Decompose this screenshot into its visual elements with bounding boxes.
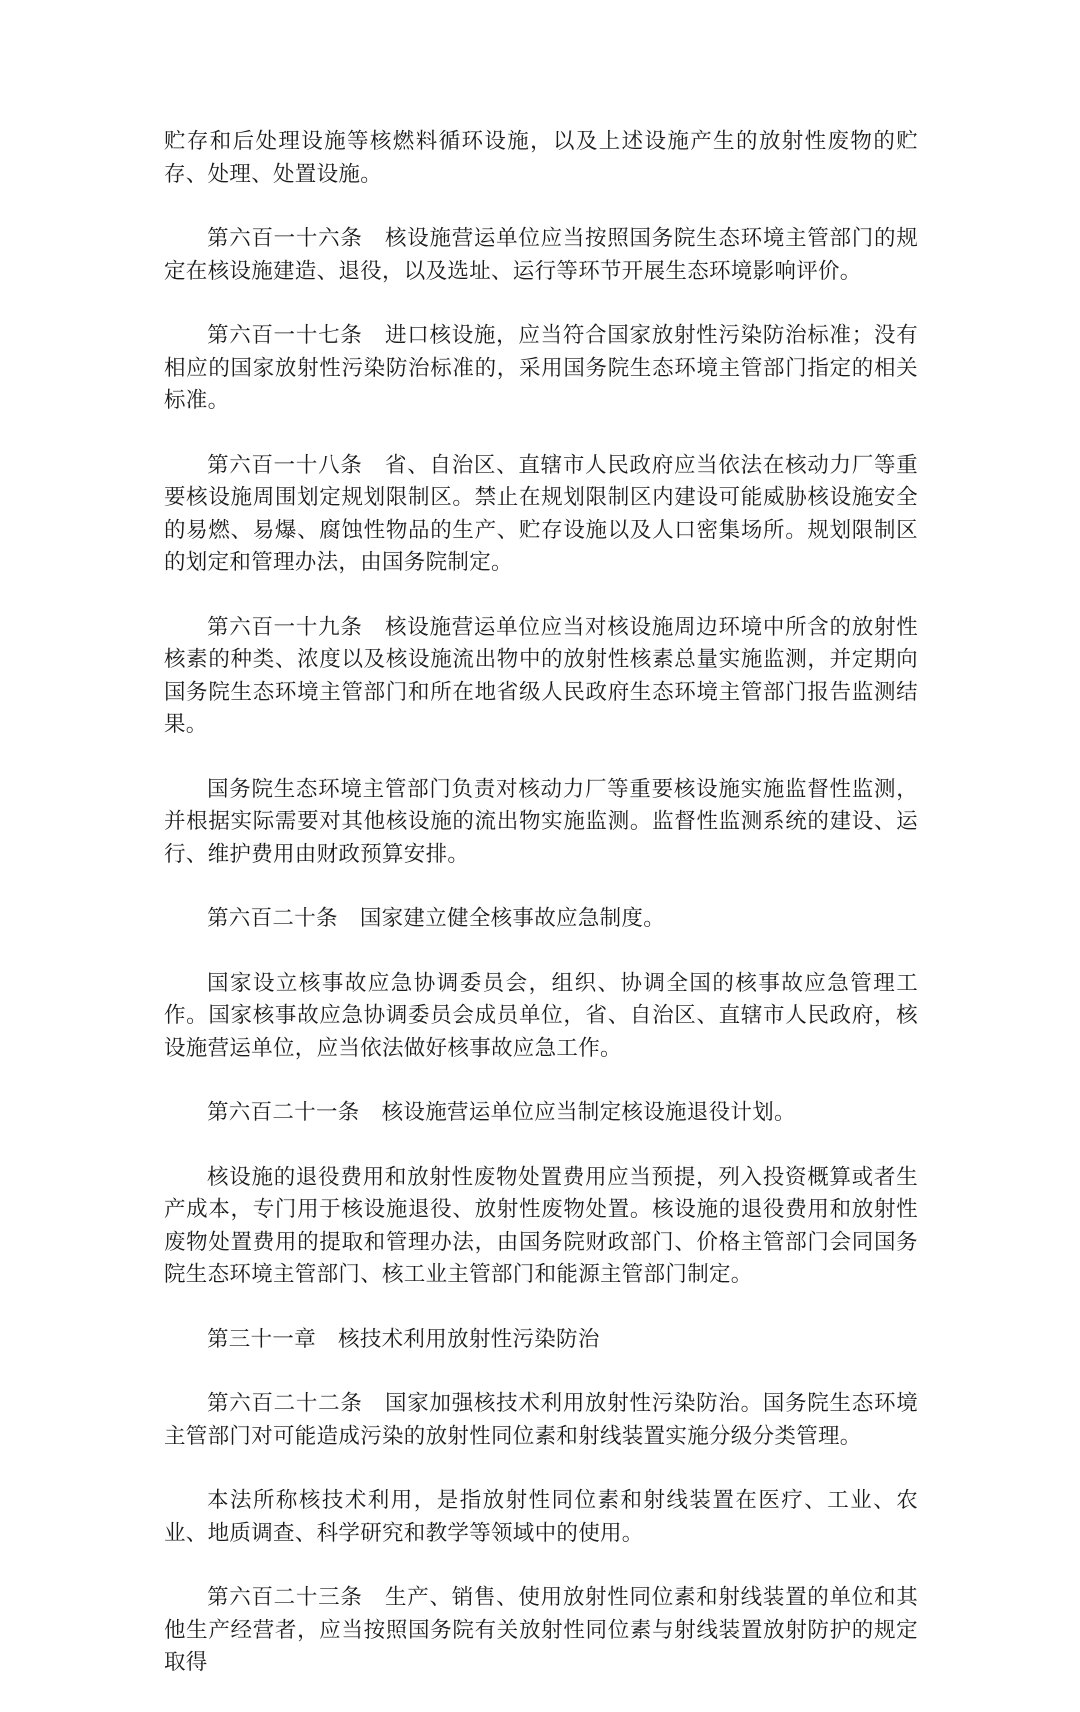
paragraph-9 [164,1162,918,1292]
article-616 [164,223,918,288]
paragraph-text: 国务院生态环境主管部门负责对核动力厂等重要核设施实施监督性监测，并根据实际需要对其他核设施的流出物实施监测。监督性监测系统的建设、运行、维护费用由财政预算安排。 [164,776,918,867]
chapter-heading: 第三十一章 [207,1326,317,1352]
paragraph-text: 省、自治区、直辖市人民政府应当依法在核动力厂等重要核设施周围划定规划限制区。禁止在规划限制区内建设可能威胁核设施安全的易燃、易爆、腐蚀性物品的生产、贮存设施以及人口密集场所。规划限制区的划定和管理办法，由国务院制定。 [164,452,919,575]
article-heading: 第六百二十三条 [207,1585,363,1610]
paragraph-text: 核设施的退役费用和放射性废物处置费用应当预提，列入投资概算或者生产成本，专门用于核设施退役、放射性废物处置。核设施的退役费用和放射性废物处置费用的提取和管理办法，由国务院财政部门、价格主管部门会同国务院生态环境主管部门、核工业主管部门和能源主管部门制定。 [164,1164,918,1287]
paragraph-text: 贮存和后处理设施等核燃料循环设施，以及上述设施产生的放射性废物的贮存、处理、处置设施。 [164,129,918,187]
article-heading: 第六百一十八条 [207,452,363,478]
paragraph-5 [164,774,918,872]
article-heading: 第六百二十二条 [207,1391,363,1416]
article-heading: 第六百二十一条 [207,1100,360,1125]
paragraph-7 [164,968,918,1066]
article-620 [164,903,918,936]
paragraph-text: 进口核设施，应当符合国家放射性污染防治标准；没有相应的国家放射性污染防治标准的，采用国务院生态环境主管部门指定的相关标准。 [164,323,919,413]
article-heading: 第六百一十七条 [207,323,363,348]
paragraph-text: 核设施营运单位应当对核设施周边环境中所含的放射性核素的种类、浓度以及核设施流出物中的放射性核素总量实施监测，并定期向国务院生态环境主管部门和所在地省级人民政府生态环境主管部门报告监测结果。 [164,614,919,737]
article-623 [164,1582,918,1680]
paragraph-text: 核设施营运单位应当制定核设施退役计划。 [381,1100,796,1125]
chapter-31 [164,1324,918,1357]
article-617 [164,320,918,418]
paragraph-text: 国家设立核事故应急协调委员会，组织、协调全国的核事故应急管理工作。国家核事故应急协调委员会成员单位，省、自治区、直辖市人民政府，核设施营运单位，应当依法做好核事故应急工作。 [164,970,918,1061]
article-618 [164,450,918,580]
document-page [164,126,918,1712]
paragraph-text: 核设施营运单位应当按照国务院生态环境主管部门的规定在核设施建造、退役，以及选址、运行等环节开展生态环境影响评价。 [164,226,919,284]
paragraph-text: 国家建立健全核事故应急制度。 [359,906,666,931]
article-619 [164,612,918,742]
paragraph-text: 本法所称核技术利用，是指放射性同位素和射线装置在医疗、工业、农业、地质调查、科学研究和教学等领域中的使用。 [164,1488,918,1546]
article-heading: 第六百一十九条 [207,614,363,640]
article-heading: 第六百一十六条 [207,226,363,251]
paragraph-text: 国家加强核技术利用放射性污染防治。国务院生态环境主管部门对可能造成污染的放射性同位素和射线装置实施分级分类管理。 [164,1391,919,1449]
paragraph-0 [164,126,918,191]
article-622 [164,1388,918,1453]
chapter-title: 核技术利用放射性污染防治 [338,1326,600,1352]
paragraph-text: 生产、销售、使用放射性同位素和射线装置的单位和其他生产经营者，应当按照国务院有关放射性同位素与射线装置放射防护的规定取得 [164,1585,919,1675]
paragraph-12 [164,1485,918,1550]
article-621 [164,1097,918,1130]
article-heading: 第六百二十条 [207,906,338,931]
